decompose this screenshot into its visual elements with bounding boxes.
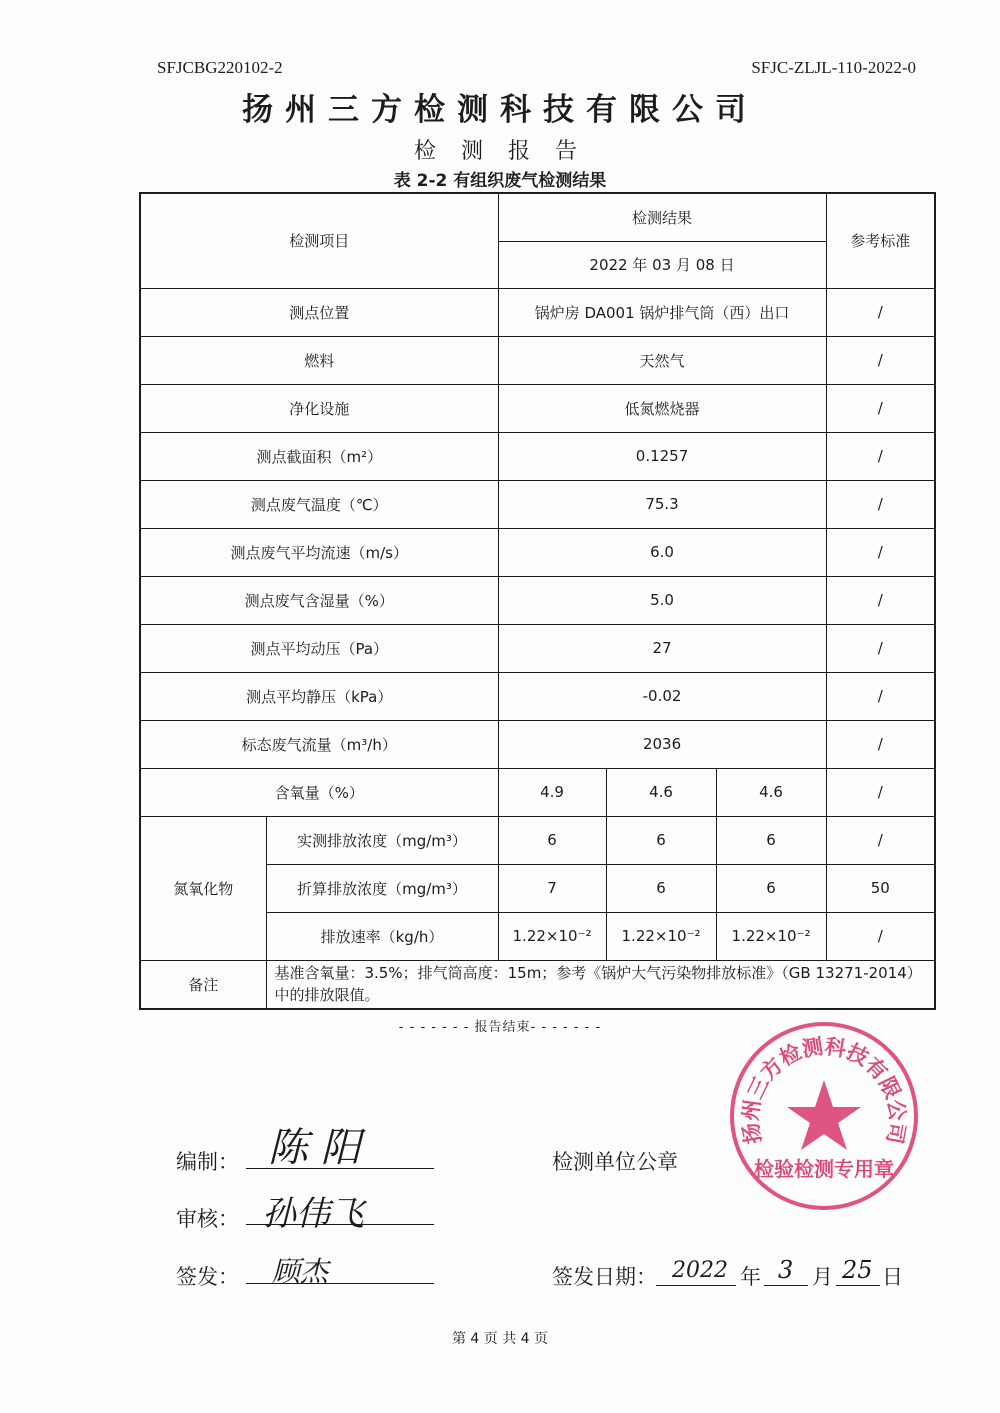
oxygen-value-1: 4.9 <box>498 768 606 816</box>
row-value: 锅炉房 DA001 锅炉排气筒（西）出口 <box>498 288 826 336</box>
row-label: 测点平均静压（kPa） <box>140 672 498 720</box>
seal-name-top: 扬州三方检测科技有限公司 <box>738 1034 910 1146</box>
oxygen-value-3: 4.6 <box>716 768 826 816</box>
nox-value: 6 <box>606 816 716 864</box>
header-item: 检测项目 <box>140 193 498 288</box>
compile-signature: 陈 阳 <box>268 1125 361 1171</box>
day-unit: 日 <box>882 1265 903 1289</box>
row-value: 2036 <box>498 720 826 768</box>
row-label: 测点截面积（m²） <box>140 432 498 480</box>
nox-value: 1.22×10⁻² <box>606 912 716 960</box>
row-label: 测点位置 <box>140 288 498 336</box>
issue-date-label: 签发日期： <box>552 1265 657 1289</box>
nox-value: 6 <box>606 864 716 912</box>
nox-value: 6 <box>498 816 606 864</box>
nox-value: 6 <box>716 864 826 912</box>
row-label: 测点平均动压（Pa） <box>140 624 498 672</box>
row-standard: / <box>826 480 935 528</box>
row-standard: / <box>826 432 935 480</box>
issue-date-year: 2022 <box>672 1258 728 1283</box>
results-table <box>139 192 936 1010</box>
compile-label: 编制： <box>176 1150 239 1174</box>
seal-star-icon <box>787 1080 861 1150</box>
nox-row-label: 实测排放浓度（mg/m³） <box>266 816 498 864</box>
row-standard: / <box>826 672 935 720</box>
issue-date-month: 3 <box>778 1256 794 1284</box>
row-value: 5.0 <box>498 576 826 624</box>
nox-value: 1.22×10⁻² <box>498 912 606 960</box>
issue-date-day: 25 <box>842 1256 873 1284</box>
nox-value: 1.22×10⁻² <box>716 912 826 960</box>
row-value: 75.3 <box>498 480 826 528</box>
nox-standard: / <box>826 912 935 960</box>
row-label: 净化设施 <box>140 384 498 432</box>
row-standard: / <box>826 720 935 768</box>
nox-row-label: 排放速率（kg/h） <box>266 912 498 960</box>
oxygen-standard: / <box>826 768 935 816</box>
report-code: SFJCBG220102-2 <box>157 58 283 77</box>
report-title: 检 测 报 告 <box>414 139 586 164</box>
row-value: 27 <box>498 624 826 672</box>
review-label: 审核： <box>176 1207 239 1231</box>
row-value: 0.1257 <box>498 432 826 480</box>
table-title: 表 2-2 有组织废气检测结果 <box>393 171 607 191</box>
nox-value: 7 <box>498 864 606 912</box>
row-label: 标态废气流量（m³/h） <box>140 720 498 768</box>
nox-value: 6 <box>716 816 826 864</box>
row-standard: / <box>826 384 935 432</box>
row-standard: / <box>826 336 935 384</box>
row-label: 测点废气平均流速（m/s） <box>140 528 498 576</box>
remark-label: 备注 <box>140 960 266 1009</box>
nox-group-label: 氮氧化物 <box>140 816 266 960</box>
remark-text: 基准含氧量：3.5%；排气筒高度：15m；参考《锅炉大气污染物排放标准》（GB 13271-2014）中的排放限值。 <box>266 960 935 1009</box>
page-number: 第 4 页 共 4 页 <box>451 1331 549 1347</box>
month-unit: 月 <box>812 1265 833 1289</box>
header-date: 2022 年 03 月 08 日 <box>498 241 826 288</box>
oxygen-value-2: 4.6 <box>606 768 716 816</box>
header-standard: 参考标准 <box>826 193 935 288</box>
nox-standard: 50 <box>826 864 935 912</box>
row-value: 天然气 <box>498 336 826 384</box>
row-label: 测点废气含湿量（%） <box>140 576 498 624</box>
row-standard: / <box>826 528 935 576</box>
row-value: 6.0 <box>498 528 826 576</box>
review-signature: 孙伟飞 <box>262 1194 364 1234</box>
seal-name-bottom: 检验检测专用章 <box>754 1157 894 1181</box>
row-standard: / <box>826 288 935 336</box>
unit-seal-label: 检测单位公章 <box>552 1150 678 1174</box>
form-code: SFJC-ZLJL-110-2022-0 <box>751 58 916 77</box>
row-label: 测点废气温度（℃） <box>140 480 498 528</box>
report-end-line: - - - - - - - 报告结束- - - - - - - <box>398 1020 602 1035</box>
nox-row-label: 折算排放浓度（mg/m³） <box>266 864 498 912</box>
official-seal <box>726 1018 922 1214</box>
row-label: 燃料 <box>140 336 498 384</box>
oxygen-label: 含氧量（%） <box>140 768 498 816</box>
row-value: -0.02 <box>498 672 826 720</box>
company-name: 扬州三方检测科技有限公司 <box>242 92 758 128</box>
row-value: 低氮燃烧器 <box>498 384 826 432</box>
nox-standard: / <box>826 816 935 864</box>
year-unit: 年 <box>740 1265 761 1289</box>
row-standard: / <box>826 576 935 624</box>
row-standard: / <box>826 624 935 672</box>
header-result: 检测结果 <box>498 193 826 241</box>
issue-signature: 顾杰 <box>272 1255 329 1288</box>
issue-label: 签发： <box>176 1265 239 1289</box>
